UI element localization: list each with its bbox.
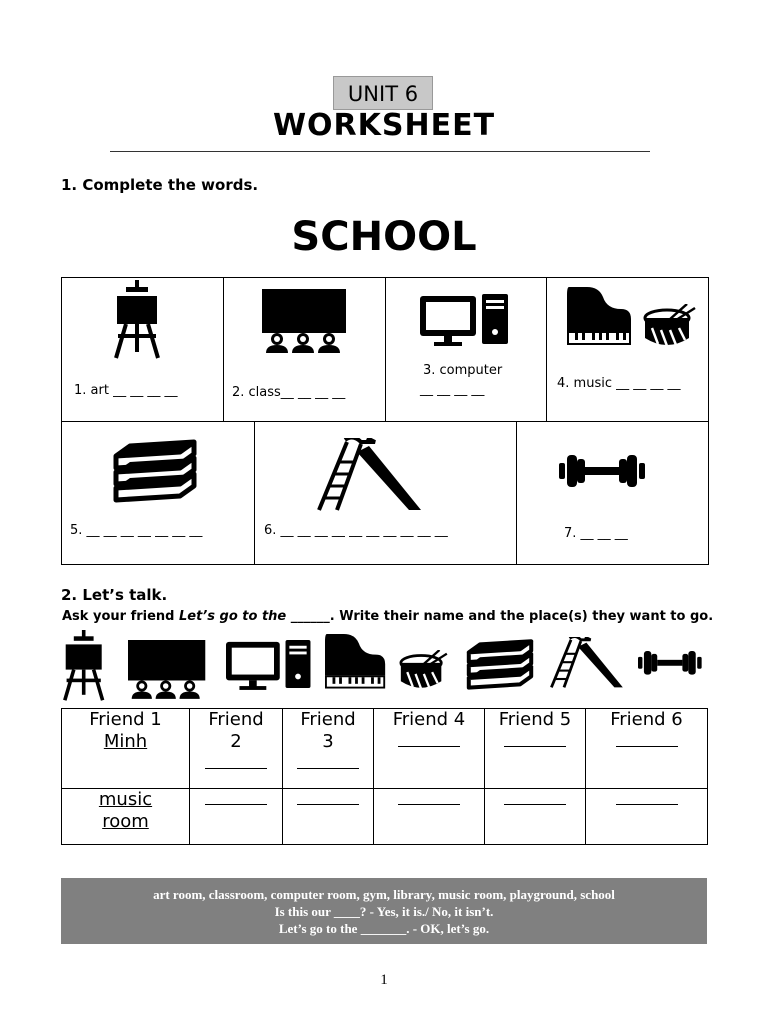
vocab-cell-library — [62, 422, 255, 565]
topic-title: SCHOOL — [291, 214, 477, 260]
answer-blank[interactable] — [297, 768, 359, 769]
friend-cell — [190, 709, 283, 789]
vocab-label: 2. class__ __ __ __ — [232, 385, 346, 400]
friend-header: Friend 2 — [208, 709, 264, 752]
answer-blank[interactable] — [504, 746, 566, 747]
friend-header: Friend 1 — [89, 709, 162, 730]
friend-cell — [283, 709, 374, 789]
friend-header: Friend 4 — [392, 709, 466, 730]
friend-header: Friend 3 — [300, 709, 356, 752]
vocab-cell-playground — [255, 422, 517, 565]
answer-blank[interactable] — [504, 804, 566, 805]
vocab-cell-art — [62, 278, 224, 422]
page-number: 1 — [380, 972, 388, 988]
friends-table — [61, 708, 708, 845]
vocab-table-row1 — [61, 277, 709, 422]
vocab-label: 3. computer — [423, 363, 503, 378]
drum-icon — [643, 304, 697, 352]
easel-icon — [114, 280, 162, 360]
friend-cell — [374, 709, 485, 789]
computer-icon — [226, 640, 316, 694]
vocab-label: 4. music __ __ __ __ — [557, 376, 681, 391]
vocab-label: 6. __ __ __ __ __ __ __ __ __ __ — [264, 523, 448, 538]
friend-cell — [62, 709, 190, 789]
answer-blank[interactable] — [398, 746, 460, 747]
friend-name[interactable]: Minh — [103, 731, 148, 752]
friend-cell — [485, 709, 586, 789]
vocab-table-row2 — [61, 421, 709, 565]
friend-header: Friend 6 — [610, 709, 683, 730]
page-title: WORKSHEET — [272, 108, 496, 143]
title-divider — [110, 151, 650, 152]
slide-icon — [317, 438, 425, 514]
piano-icon — [567, 287, 633, 347]
vocab-cell-classroom — [224, 278, 386, 422]
vocab-blank: __ __ __ __ — [420, 382, 485, 397]
drum-icon — [399, 650, 453, 698]
friend-header: Friend 5 — [498, 709, 572, 730]
classroom-icon — [262, 289, 348, 355]
place-cell — [62, 789, 190, 845]
answer-blank[interactable] — [616, 746, 678, 747]
table-row — [62, 709, 708, 789]
unit-label: UNIT 6 — [333, 76, 433, 110]
place-cell — [586, 789, 708, 845]
dumbbell-icon — [559, 451, 647, 491]
section2-heading: 2. Let’s talk. — [61, 586, 168, 604]
books-icon — [464, 630, 556, 710]
answer-blank[interactable] — [398, 804, 460, 805]
vocab-cell-computer — [386, 278, 547, 422]
piano-icon — [325, 634, 391, 694]
easel-icon — [63, 630, 111, 710]
computer-icon — [420, 294, 510, 348]
section2-instruction — [62, 609, 713, 624]
instruction-text: Ask your friend — [62, 609, 179, 624]
vocab-cell-gym — [517, 422, 709, 565]
instruction-text: ______. Write their name and the place(s) they want to go. — [286, 609, 714, 624]
place-cell — [374, 789, 485, 845]
friend-cell — [586, 709, 708, 789]
answer-blank[interactable] — [297, 804, 359, 805]
table-row — [62, 789, 708, 845]
model-suggestion: Let’s go to the _______. - OK, let’s go. — [278, 921, 490, 936]
place-cell — [485, 789, 586, 845]
instruction-phrase: Let’s go to the — [179, 609, 287, 624]
section1-heading: 1. Complete the words. — [61, 176, 259, 194]
books-icon — [110, 428, 202, 508]
vocab-cell-music — [547, 278, 709, 422]
vocab-label: 1. art __ __ __ __ — [74, 383, 178, 398]
answer-blank[interactable] — [205, 804, 267, 805]
vocab-label: 7. __ __ __ — [564, 526, 628, 541]
place-cell — [283, 789, 374, 845]
dumbbell-icon — [638, 648, 726, 688]
place-cell — [190, 789, 283, 845]
model-question: Is this our ____? - Yes, it is./ No, it isn’t. — [274, 904, 494, 919]
classroom-icon — [128, 640, 214, 706]
answer-blank[interactable] — [616, 804, 678, 805]
friend-place[interactable]: music room — [98, 789, 153, 832]
word-bank: art room, classroom, computer room, gym, library, music room, playground, school — [153, 887, 615, 902]
vocab-label: 5. __ __ __ __ __ __ __ — [70, 523, 203, 538]
word-bank-box — [61, 878, 707, 944]
answer-blank[interactable] — [205, 768, 267, 769]
